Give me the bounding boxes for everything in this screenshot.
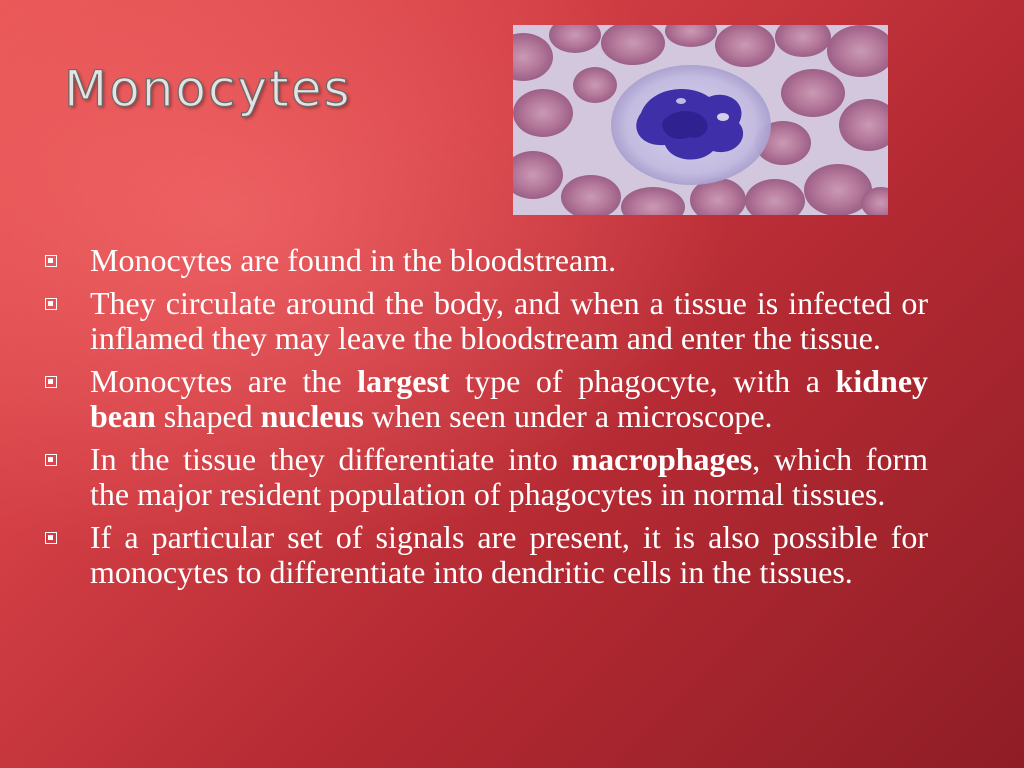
bullet-item [40,442,928,512]
bullet-item [40,286,928,356]
monocyte-micrograph-drawing [513,25,888,215]
slide-title: Monocytes [64,60,352,118]
bullet-item [40,243,928,278]
square-bullet-icon [45,532,57,544]
square-bullet-icon [45,298,57,310]
monocyte-micrograph [513,25,888,215]
bullet-text: Monocytes are found in the bloodstream. [90,242,617,278]
monocyte-cell [611,65,771,185]
bold-term: macrophages [571,441,753,477]
bullet-text: If a particular set of signals are present, it is also possible for monocytes to differentiate into dendritic cells in the tissues. [90,519,928,590]
bold-term: largest [357,363,450,399]
bullet-item [40,520,928,590]
bullet-text: Monocytes are the largest type of phagocyte, with a kidney bean shaped nucleus when seen under a microscope. [90,363,929,434]
square-bullet-icon [45,454,57,466]
bullet-list [40,243,928,598]
bold-term: kidney bean [90,363,929,434]
bullet-item [40,364,928,434]
bullet-text: In the tissue they differentiate into macrophages, which form the major resident population of phagocytes in normal tissues. [90,441,929,512]
square-bullet-icon [45,376,57,388]
square-bullet-icon [45,255,57,267]
bold-term: nucleus [260,398,364,434]
bullet-text: They circulate around the body, and when a tissue is infected or inflamed they may leave the bloodstream and enter the tissue. [90,285,928,356]
